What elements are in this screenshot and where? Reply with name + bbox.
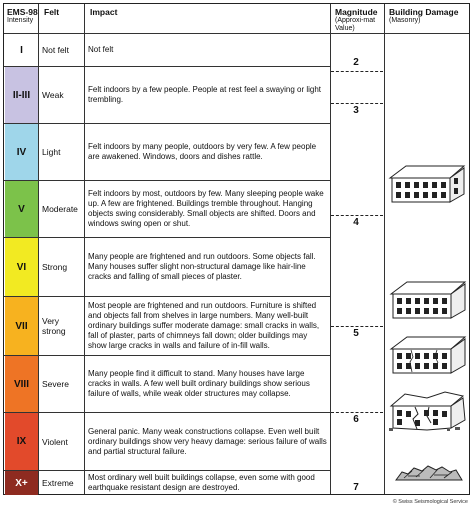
header-building-damage: Building Damage (Masonry) (389, 7, 459, 24)
magnitude-tick (331, 215, 383, 216)
magnitude-tick (331, 103, 383, 104)
intensity-cell: II-III (5, 67, 38, 123)
felt-cell: Not felt (42, 45, 69, 55)
house-damaged-icon (387, 390, 469, 432)
felt-cell: Severe (42, 379, 69, 389)
intensity-cell: VII (5, 297, 38, 355)
intensity-cell: IV (5, 124, 38, 180)
impact-cell: Many people find it difficult to stand. Many houses have large cracks in walls. A few well built ordinary buildings show serious failure of walls, while weak older structures may collapse. (88, 369, 310, 398)
header-divider (330, 33, 469, 34)
house-intact-icon (386, 164, 468, 204)
impact-cell: Most ordinary well built buildings collapse, even some with good earthquake resistant design are destroyed. (88, 473, 315, 492)
intensity-table (3, 3, 470, 495)
copyright-credit: © Swiss Seismological Service (392, 499, 468, 505)
column-divider (84, 4, 85, 494)
header-intensity: EMS-98 Intensity (7, 7, 38, 24)
magnitude-label: 6 (353, 414, 359, 425)
impact-cell: Felt indoors by a few people. People at rest feel a swaying or light trembling. (88, 85, 322, 104)
felt-cell: Violent (42, 436, 68, 447)
magnitude-label: 7 (353, 482, 359, 493)
magnitude-label: 3 (353, 105, 359, 116)
felt-cell: Light (42, 147, 61, 157)
impact-cell: General panic. Many weak constructions collapse. Even well built ordinary buildings show very heavy damage: serious failure of walls and partial structural failure. (88, 426, 327, 456)
intensity-cell: VI (5, 238, 38, 296)
intensity-cell: VIII (5, 356, 38, 412)
magnitude-label: 5 (353, 328, 359, 339)
column-divider (330, 4, 331, 494)
impact-cell: Most people are frightened and run outdoors. Furniture is shifted and objects fall from shelves in large numbers. Many well-built ordinary buildings suffer moderate damage: small cracks in walls, fall of plaster, parts of chimneys fall down; older buildings may show large cracks in walls and failure of in-fill walls. (88, 301, 320, 350)
intensity-cell: I (5, 34, 38, 66)
felt-cell: Strong (42, 262, 68, 272)
column-divider (384, 4, 385, 494)
felt-cell: Very strong (42, 316, 66, 336)
intensity-cell: V (5, 181, 38, 237)
felt-cell: Extreme (42, 478, 74, 488)
felt-cell: Moderate (42, 204, 78, 214)
magnitude-label: 4 (353, 217, 359, 228)
house-cracked-icon (387, 335, 469, 375)
intensity-cell: IX (5, 413, 38, 470)
impact-cell: Not felt (88, 45, 114, 54)
column-divider (38, 4, 39, 494)
impact-cell: Felt indoors by most, outdoors by few. Many sleeping people wake up. A few are frightened. Buildings tremble throughout. Hanging objects swing considerably. Small objects are shifted. Doors and windows swing open or shut. (88, 189, 324, 228)
intensity-cell: X+ (5, 471, 38, 495)
magnitude-tick (331, 326, 383, 327)
impact-cell: Many people are frightened and run outdoors. Some objects fall. Many houses suffer slight non-structural damage like hair-line cracks and falling of small pieces of plaster. (88, 252, 316, 281)
header-impact: Impact (90, 7, 118, 17)
impact-cell: Felt indoors by many people, outdoors by very few. A few people are awakened. Windows, doors and dishes rattle. (88, 142, 317, 161)
magnitude-tick (331, 412, 383, 413)
felt-cell: Weak (42, 90, 64, 100)
house-collapsed-icon (394, 462, 464, 482)
house-intact-icon (387, 280, 469, 320)
header-magnitude: Magnitude (Approxi-mat Value) (335, 7, 378, 32)
magnitude-label: 2 (353, 57, 359, 68)
header-felt: Felt (44, 7, 60, 17)
magnitude-tick (331, 71, 383, 72)
